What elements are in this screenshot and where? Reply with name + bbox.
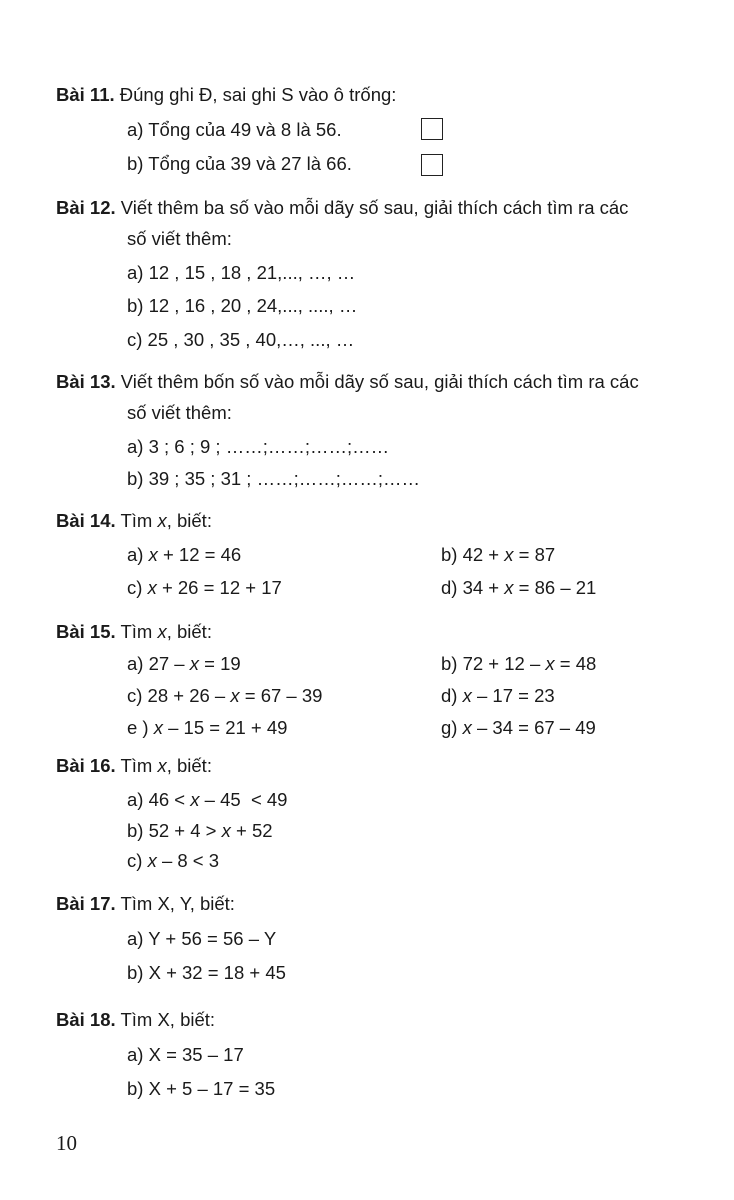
exercise-18-title: Bài 18. Tìm X, biết:	[56, 1009, 216, 1030]
exercise-12-item-a: a) 12 , 15 , 18 , 21,..., …, …	[127, 262, 356, 283]
exercise-14-item-d: d) 34 + x = 86 – 21	[441, 577, 597, 598]
page-number: 10	[56, 1131, 77, 1155]
exercise-17-item-a: a) Y + 56 = 56 – Y	[127, 928, 277, 949]
exercise-17-title: Bài 17. Tìm X, Y, biết:	[56, 893, 235, 914]
exercise-15-item-b: b) 72 + 12 – x = 48	[441, 653, 597, 674]
exercise-15-item-d: d) x – 17 = 23	[441, 685, 555, 706]
exercise-14-item-a: a) x + 12 = 46	[127, 544, 242, 565]
exercise-15-title: Bài 15. Tìm x, biết:	[56, 621, 212, 642]
exercise-13-item-a: a) 3 ; 6 ; 9 ; ……;……;……;……	[127, 436, 390, 457]
exercise-14-title: Bài 14. Tìm x, biết:	[56, 510, 212, 531]
exercise-16-item-c: c) x – 8 < 3	[127, 850, 220, 871]
exercise-15-item-g: g) x – 34 = 67 – 49	[441, 717, 596, 738]
exercise-12-title-cont: số viết thêm:	[127, 228, 232, 249]
exercise-12-title: Bài 12. Viết thêm ba số vào mỗi dãy số sau, giải thích cách tìm ra các	[56, 197, 629, 218]
exercise-11-item-b: b) Tổng của 39 và 27 là 66.	[127, 153, 352, 174]
answer-checkbox-a[interactable]	[421, 118, 443, 140]
exercise-12-item-b: b) 12 , 16 , 20 , 24,..., ...., …	[127, 295, 358, 316]
exercise-16-item-a: a) 46 < x – 45 < 49	[127, 789, 288, 810]
exercise-13-title-cont: số viết thêm:	[127, 402, 232, 423]
exercise-18-item-a: a) X = 35 – 17	[127, 1044, 244, 1065]
answer-checkbox-b[interactable]	[421, 154, 443, 176]
exercise-12-item-c: c) 25 , 30 , 35 , 40,…, ..., …	[127, 329, 355, 350]
exercise-16-title: Bài 16. Tìm x, biết:	[56, 755, 212, 776]
exercise-11-title: Bài 11. Đúng ghi Đ, sai ghi S vào ô trống:	[56, 84, 397, 105]
exercise-17-item-b: b) X + 32 = 18 + 45	[127, 962, 286, 983]
exercise-18-item-b: b) X + 5 – 17 = 35	[127, 1078, 276, 1099]
exercise-14-item-c: c) x + 26 = 12 + 17	[127, 577, 282, 598]
exercise-15-item-e: e ) x – 15 = 21 + 49	[127, 717, 288, 738]
exercise-14-item-b: b) 42 + x = 87	[441, 544, 556, 565]
exercise-13-item-b: b) 39 ; 35 ; 31 ; ……;……;……;……	[127, 468, 421, 489]
exercise-15-item-a: a) 27 – x = 19	[127, 653, 241, 674]
exercise-15-item-c: c) 28 + 26 – x = 67 – 39	[127, 685, 323, 706]
exercise-11-item-a: a) Tổng của 49 và 8 là 56.	[127, 119, 342, 140]
exercise-16-item-b: b) 52 + 4 > x + 52	[127, 820, 273, 841]
exercise-13-title: Bài 13. Viết thêm bốn số vào mỗi dãy số sau, giải thích cách tìm ra các	[56, 371, 639, 392]
